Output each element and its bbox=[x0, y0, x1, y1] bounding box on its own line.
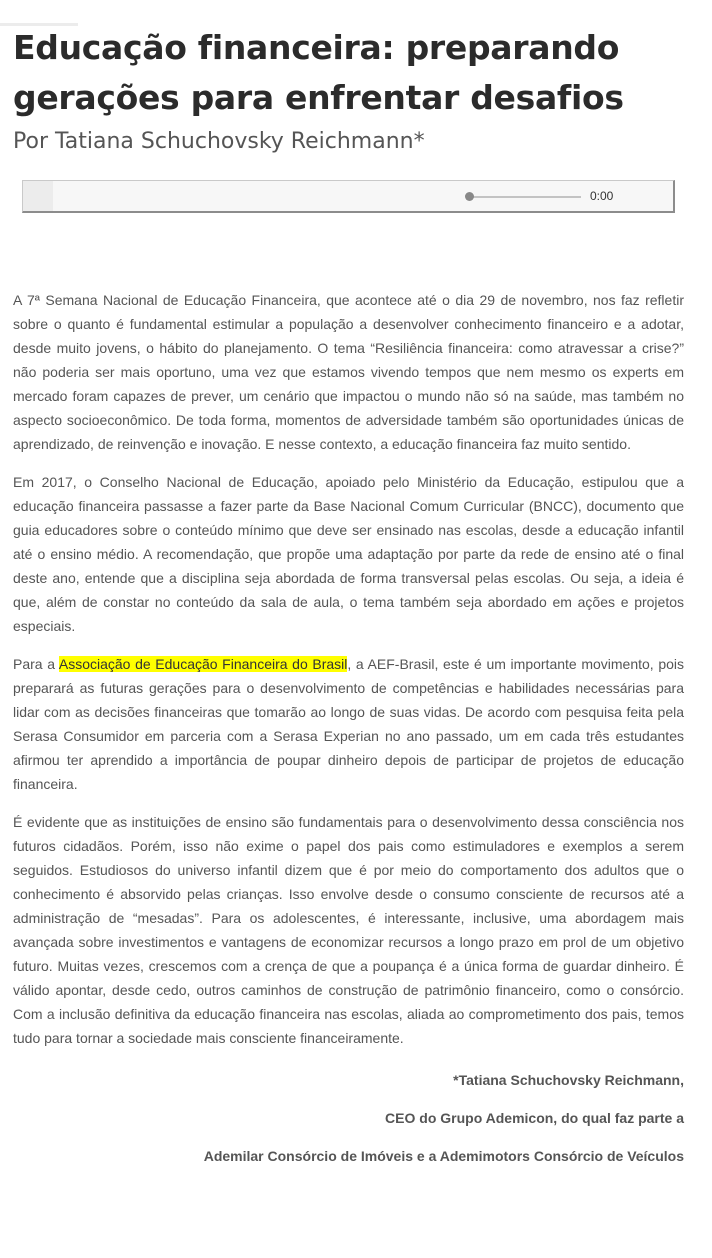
signature-role: CEO do Grupo Ademicon, do qual faz parte a bbox=[385, 1110, 684, 1126]
article-body bbox=[13, 288, 684, 1050]
audio-player[interactable] bbox=[22, 180, 675, 213]
paragraph-2: Em 2017, o Conselho Nacional de Educação, apoiado pelo Ministério da Educação, estipulou que a educação financeira passasse a fazer parte da Base Nacional Comum Curricular (BNCC), documento que guia educadores sobre o conteúdo mínimo que deve ser ensinado nas escolas, desde a educação infantil até o ensino médio. A recomendação, que propõe uma adaptação por parte da rede de ensino até o final deste ano, entende que a disciplina seja abordada de forma transversal pelas escolas. Ou seja, a ideia é que, além de constar no conteúdo da sala de aula, o tema também seja abordado em ações e projetos especiais. bbox=[13, 474, 684, 634]
top-strip bbox=[0, 23, 78, 26]
article-page bbox=[0, 23, 712, 1166]
audio-progress-track[interactable] bbox=[470, 196, 581, 198]
signature-name: *Tatiana Schuchovsky Reichmann, bbox=[453, 1072, 684, 1088]
paragraph-3-rest: , a AEF-Brasil, este é um importante movimento, pois preparará as futuras gerações para o desenvolvimento de competências e habilidades necessárias para lidar com as decisões financeiras que tomarão ao longo de suas vidas. De acordo com pesquisa feita pela Serasa Consumidor em parceria com a Serasa Experian no ano passado, um em cada três estudantes afirmou ter aprendido a importância de poupar dinheiro depois de participar de projetos de educação financeira. bbox=[13, 656, 684, 792]
article-title: Educação financeira: preparando gerações para enfrentar desafios bbox=[13, 28, 624, 117]
article-byline: Por Tatiana Schuchovsky Reichmann* bbox=[13, 129, 425, 154]
paragraph-1: A 7ª Semana Nacional de Educação Financeira, que acontece até o dia 29 de novembro, nos faz refletir sobre o quanto é fundamental estimular a população a desenvolver conhecimento financeiro e a adotar, desde muito jovens, o hábito do planejamento. O tema “Resiliência financeira: como atravessar a crise?” não poderia ser mais oportuno, uma vez que estamos vivendo tempos que nem mesmo os experts em mercado foram capazes de prever, um cenário que impactou o mundo não só na saúde, mas também no aspecto socioeconômico. De toda forma, momentos de adversidade também são oportunidades únicas de aprendizado, de reinvenção e inovação. E nesse contexto, a educação financeira faz muito sentido. bbox=[13, 292, 684, 452]
audio-time: 0:00 bbox=[590, 189, 614, 203]
aef-brasil-link[interactable]: Associação de Educação Financeira do Brasil bbox=[58, 656, 348, 672]
signature-companies: Ademilar Consórcio de Imóveis e a Ademimotors Consórcio de Veículos bbox=[203, 1148, 684, 1164]
audio-progress-knob[interactable] bbox=[465, 192, 474, 201]
play-button[interactable] bbox=[23, 181, 53, 211]
paragraph-3 bbox=[13, 652, 684, 796]
paragraph-4: É evidente que as instituições de ensino são fundamentais para o desenvolvimento dessa consciência nos futuros cidadãos. Porém, isso não exime o papel dos pais como estimuladores e exemplos a serem seguidos. Estudiosos do universo infantil dizem que é por meio do comportamento dos adultos que o conhecimento é absorvido pelas crianças. Isso envolve desde o consumo consciente de recursos até a administração de “mesadas”. Para os adolescentes, é interessante, inclusive, uma abordagem mais avançada sobre investimentos e vantagens de economizar recursos a longo prazo em prol de um objetivo futuro. Muitas vezes, crescemos com a crença de que a poupança é a única forma de guardar dinheiro. É válido apontar, desde cedo, outros caminhos de construção de patrimônio financeiro, como o consórcio. Com a inclusão definitiva da educação financeira nas escolas, aliada ao comprometimento dos pais, temos tudo para tornar a sociedade mais consciente financeiramente. bbox=[13, 814, 684, 1046]
paragraph-3-start: Para a bbox=[13, 656, 59, 672]
